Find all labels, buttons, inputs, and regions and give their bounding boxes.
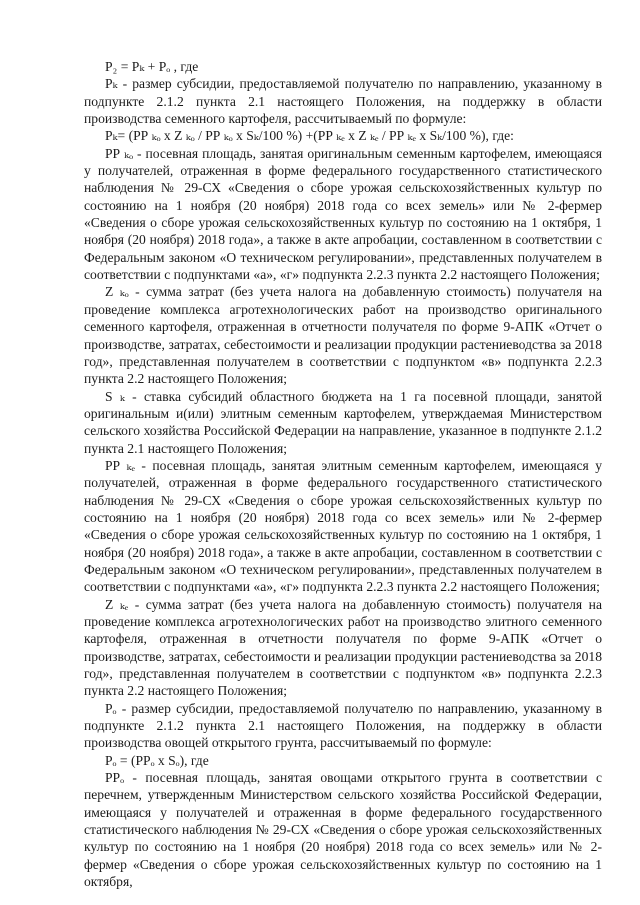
paragraph-po-definition: Рₒ - размер субсидии, предоставляемой получателю по направлению, указанному в подпункте 2.1.2 пункта 2.1 настоящего Положения, на поддержку в области производства овощей открытого грунта, рассчитываемый по формуле: <box>84 700 602 751</box>
paragraph-zke-definition: Z ₖₑ - сумма затрат (без учета налога на добавленную стоимость) получателя на проведение комплекса агротехнологических работ на производство элитного семенного картофеля, отраженная в отчетности получателя по форме 9-АПК «Отчет о производстве, затратах, себестоимости и реализации продукции растениеводства за 2018 год», представленная получателем в соответствии с подпунктом «в» подпункта 2.2.3 пункта 2.2 настоящего Положения; <box>84 596 602 699</box>
paragraph-pk-definition: Рₖ - размер субсидии, предоставляемой получателю по направлению, указанному в подпункте 2.1.2 пункта 2.1 настоящего Положения, на поддержку в области производства семенного картофеля, рассчитываемый по формуле: <box>84 76 602 127</box>
formula-po: Рₒ = (РРₒ х Sₒ), где <box>105 752 209 768</box>
formula-pk: Рₖ= (РР ₖₒ х Z ₖₒ / РР ₖₒ х Sₖ/100 %) +(РР ₖₑ х Z ₖₑ / РР ₖₑ х Sₖ/100 %), где: <box>105 128 514 144</box>
paragraph-zko-definition: Z ₖₒ - сумма затрат (без учета налога на добавленную стоимость) получателя на проведение комплекса агротехнологических работ на производство оригинального семенного картофеля, отраженная в отчетности получателя по форме 9-АПК «Отчет о производстве, затратах, себестоимости и реализации продукции растениеводства за 2018 год», представленная получателем в соответствии с подпунктом «в» подпункта 2.2.3 пункта 2.2 настоящего Положения; <box>84 284 602 387</box>
paragraph-sk-definition: S ₖ - ставка субсидий областного бюджета на 1 га посевной площади, занятой оригинальным и(или) элитным семенным картофелем, утверждаемая Министерством сельского хозяйства Российской Федерации на направление, указанное в подпункте 2.1.2 пункта 2.1 настоящего Положения; <box>84 388 602 456</box>
paragraph-ppko-definition: РР ₖₒ - посевная площадь, занятая оригинальным семенным картофелем, имеющаяся у получателей, отраженная в форме федерального государственного статистического наблюдения № 29-СХ «Сведения о сборе урожая сельскохозяйственных культур по состоянию на 1 ноября (20 ноября) 2018 года со всех земель» или № 2-фермер «Сведения о сборе урожая сельскохозяйственных культур по состоянию на 1 октября, 1 ноября (20 ноября) 2018 года», а также в акте апробации, составленном в соответствии с Федеральным законом «О техническом регулировании», представленных получателем в соответствии с подпунктами «а», «г» подпункта 2.2.3 пункта 2.2 настоящего Положения; <box>84 145 602 283</box>
formula-p2: Р₂ = Рₖ + Рₒ , где <box>105 59 199 74</box>
paragraph-ppo-definition: РРₒ - посевная площадь, занятая овощами открытого грунта в соответствии с перечнем, утвержденным Министерством сельского хозяйства Российской Федерации, имеющаяся у получателей и отраженная в форме федерального государственного статистического наблюдения № 29-СХ «Сведения о сборе урожая сельскохозяйственных культур по состоянию на 1 ноября (20 ноября) 2018 года со всех земель» или № 2-фермер «Сведения о сборе урожая сельскохозяйственных культур по состоянию на 1 октября, <box>84 770 602 890</box>
paragraph-ppke-definition: РР ₖₑ - посевная площадь, занятая элитным семенным картофелем, имеющаяся у получателей, отраженная в форме федерального государственного статистического наблюдения № 29-СХ «Сведения о сборе урожая сельскохозяйственных культур по состоянию на 1 ноября (20 ноября) 2018 года со всех земель» или № 2-фермер «Сведения о сборе урожая сельскохозяйственных культур по состоянию на 1 октября, 1 ноября (20 ноября) 2018 года», а также в акте апробации, составленном в соответствии с Федеральным законом «О техническом регулировании», представленных получателем в соответствии с подпунктами «а», «г» подпункта 2.2.3 пункта 2.2 настоящего Положения; <box>84 457 602 595</box>
